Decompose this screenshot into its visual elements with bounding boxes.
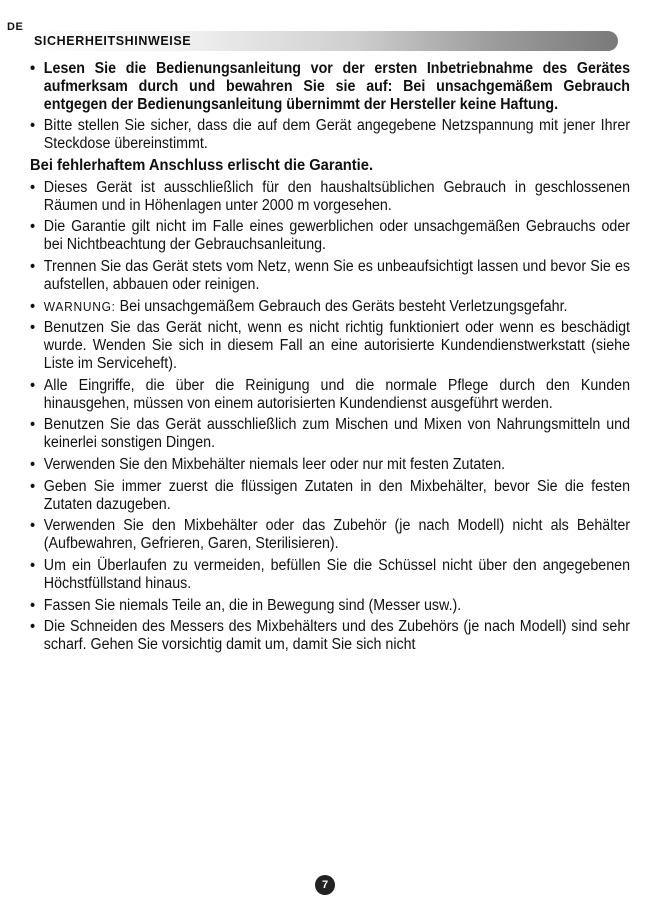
- list-item: • Die Schneiden des Messers des Mixbehälters und des Zubehörs (je nach Modell) sind sehr scharf. Gehen Sie vorsichtig damit um, damit Sie sich nicht: [30, 618, 630, 654]
- list-item: • Lesen Sie die Bedienungsanleitung vor der ersten Inbetriebnahme des Gerätes aufmerksam durch und bewahren Sie sie auf: Bei unsachgemäßem Gebrauch entgegen der Bedienungsanleitung übernimmt der Hersteller keine Haftung.: [30, 60, 630, 113]
- language-code: DE: [7, 21, 24, 33]
- safety-instructions: [30, 60, 631, 658]
- warning-text: Bei unsachgemäßem Gebrauch des Geräts besteht Verletzungsgefahr.: [115, 297, 568, 315]
- list-item: • Verwenden Sie den Mixbehälter niemals leer oder nur mit festen Zutaten.: [30, 456, 630, 474]
- page-number: 7: [315, 875, 335, 895]
- list-item: • Trennen Sie das Gerät stets vom Netz, wenn Sie es unbeaufsichtigt lassen und bevor Sie es aufstellen, abbauen oder reinigen.: [30, 258, 630, 294]
- list-item: • Um ein Überlaufen zu vermeiden, befüllen Sie die Schüssel nicht über den angegebenen Höchstfüllstand hinaus.: [30, 557, 630, 593]
- list-item: • Fassen Sie niemals Teile an, die in Bewegung sind (Messer usw.).: [30, 597, 630, 615]
- list-item: • Benutzen Sie das Gerät ausschließlich zum Mischen und Mixen von Nahrungsmitteln und keinerlei sonstigen Dingen.: [30, 416, 630, 452]
- warranty-note: Bei fehlerhaftem Anschluss erlischt die Garantie.: [30, 156, 374, 174]
- list-item: • Geben Sie immer zuerst die flüssigen Zutaten in den Mixbehälter, bevor Sie die festen Zutaten dazugeben.: [30, 478, 630, 514]
- instruction-list-a: [30, 60, 631, 153]
- list-item: • Verwenden Sie den Mixbehälter oder das Zubehör (je nach Modell) nicht als Behälter (Aufbewahren, Gefrieren, Garen, Sterilisieren).: [30, 517, 630, 553]
- list-item: • Dieses Gerät ist ausschließlich für den haushaltsüblichen Gebrauch in geschlossenen Räumen und in Höhenlagen unter 2000 m vorgesehen.: [30, 179, 630, 215]
- list-item: • Die Garantie gilt nicht im Falle eines gewerblichen oder unsachgemäßen Gebrauchs oder bei Nichtbeachtung der Gebrauchsanleitung.: [30, 218, 630, 254]
- instruction-list-b: [30, 178, 631, 654]
- list-item: • Alle Eingriffe, die über die Reinigung und die normale Pflege durch den Kunden hinausgehen, müssen von einem autorisierten Kundendienst ausgeführt werden.: [30, 377, 630, 413]
- list-item: • Benutzen Sie das Gerät nicht, wenn es nicht richtig funktioniert oder wenn es beschädigt wurde. Wenden Sie sich in diesem Fall an eine autorisierte Kundendienstwerkstatt (siehe Liste im Serviceheft).: [30, 319, 630, 372]
- warning-item: [30, 298, 630, 316]
- section-title: SICHERHEITSHINWEISE: [34, 34, 192, 48]
- list-item: • Bitte stellen Sie sicher, dass die auf dem Gerät angegebene Netzspannung mit jener Ihrer Steckdose übereinstimmt.: [30, 117, 630, 153]
- section-header-banner: [28, 31, 618, 51]
- warning-label: WARNUNG:: [43, 298, 116, 314]
